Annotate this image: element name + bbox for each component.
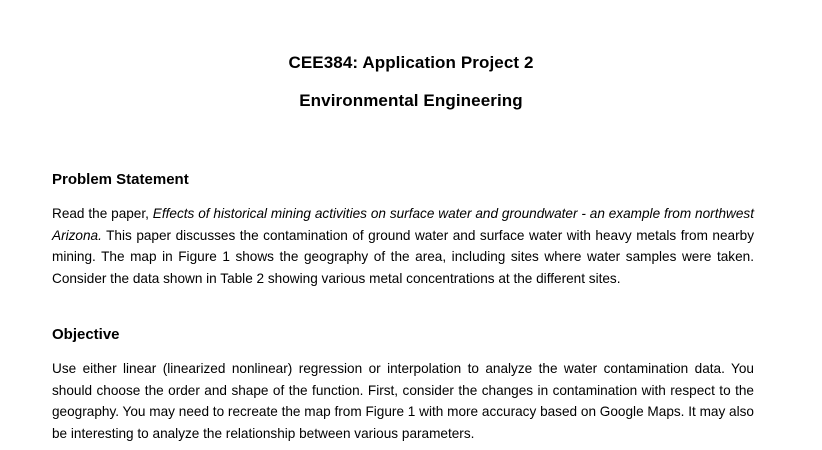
- problem-statement-paragraph: [52, 203, 754, 289]
- problem-statement-lead: Read the paper,: [52, 206, 153, 221]
- paper-title: Effects of historical mining activities on surface water and groundwater - an example from northwest Arizona.: [52, 206, 754, 243]
- objective-paragraph: Use either linear (linearized nonlinear) regression or interpolation to analyze the water contamination data. You should choose the order and shape of the function. First, consider the changes in contamination with respect to the geography. You may need to recreate the map from Figure 1 with more accuracy based on Google Maps. It may also be interesting to analyze the relationship between various parameters.: [52, 361, 754, 441]
- objective-heading: Objective: [52, 326, 120, 343]
- document-subtitle: Environmental Engineering: [299, 91, 523, 110]
- problem-statement-heading: Problem Statement: [52, 171, 189, 188]
- problem-statement-body: This paper discusses the contamination of ground water and surface water with heavy metals from nearby mining. The map in Figure 1 shows the geography of the area, including sites where water samples were taken. Consider the data shown in Table 2 showing various metal concentrations at the different sites.: [52, 227, 754, 286]
- document-title: CEE384: Application Project 2: [288, 53, 534, 72]
